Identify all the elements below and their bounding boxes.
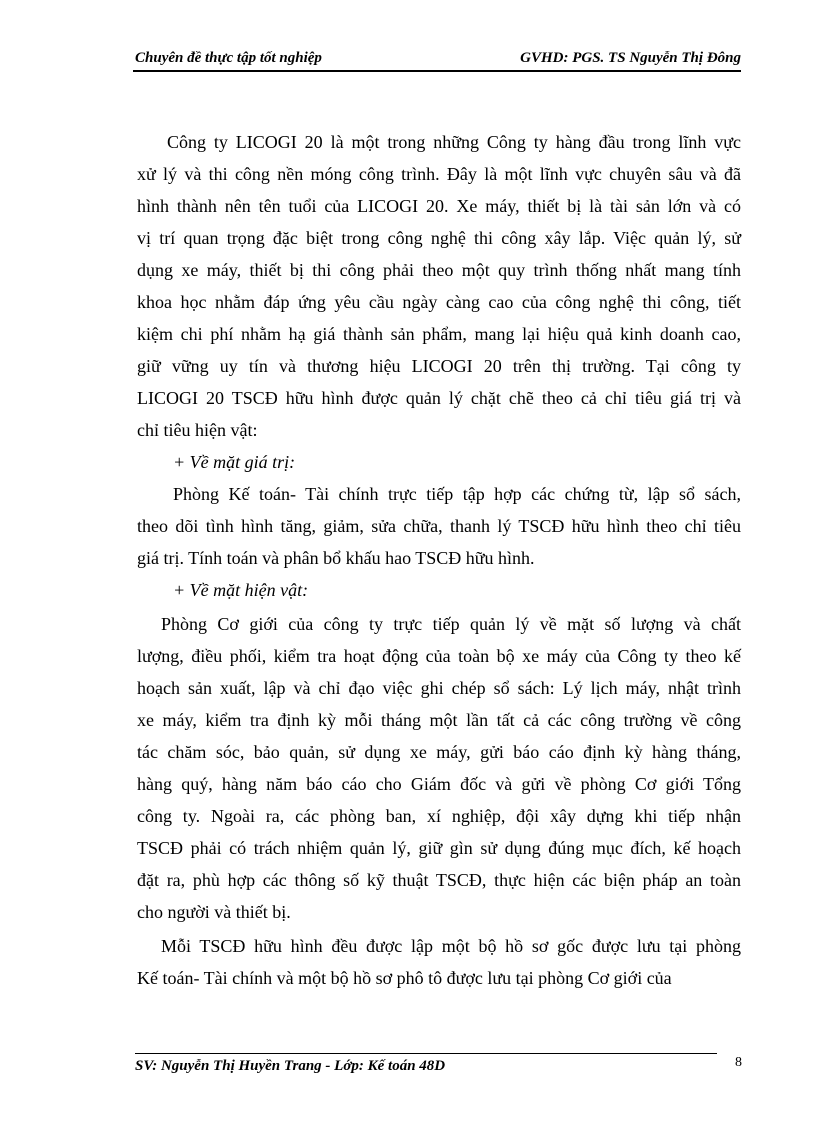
subheading-physical: + Về mặt hiện vật: xyxy=(173,580,309,600)
body-line: lượng, điều phối, kiểm tra hoạt động của toàn bộ xe máy của Công ty theo kế xyxy=(137,646,741,666)
header-rule xyxy=(133,70,741,72)
body-line: hàng quý, hàng năm báo cáo cho Giám đốc và gửi về phòng Cơ giới Tổng xyxy=(137,774,741,794)
body-line: TSCĐ phải có trách nhiệm quản lý, giữ gìn sử dụng đúng mục đích, kế hoạch xyxy=(137,838,741,858)
body-line: vị trí quan trọng đặc biệt trong công nghệ thi công xây lắp. Việc quản lý, sử xyxy=(137,228,741,248)
body-line: tác chăm sóc, bảo quản, sử dụng xe máy, gửi báo cáo định kỳ hàng tháng, xyxy=(137,742,741,762)
body-line: Kế toán- Tài chính và một bộ hồ sơ phô tô được lưu tại phòng Cơ giới của xyxy=(137,968,672,988)
subheading-value: + Về mặt giá trị: xyxy=(173,452,296,472)
body-line: dụng xe máy, thiết bị thi công phải theo một quy trình thống nhất mang tính xyxy=(137,260,741,280)
page-number: 8 xyxy=(735,1055,742,1070)
header-title: Chuyên đề thực tập tốt nghiệp xyxy=(135,50,322,66)
body-line: Mỗi TSCĐ hữu hình đều được lập một bộ hồ sơ gốc được lưu tại phòng xyxy=(161,936,741,956)
body-line: Phòng Kế toán- Tài chính trực tiếp tập hợp các chứng từ, lập sổ sách, xyxy=(173,484,741,504)
body-line: khoa học nhằm đáp ứng yêu cầu ngày càng cao của công nghệ thi công, tiết xyxy=(137,292,741,312)
body-line: giữ vững uy tín và thương hiệu LICOGI 20 trên thị trường. Tại công ty xyxy=(137,356,741,376)
footer-rule xyxy=(135,1053,717,1054)
body-line: Phòng Cơ giới của công ty trực tiếp quản lý về mặt số lượng và chất xyxy=(161,614,741,634)
header-advisor: GVHD: PGS. TS Nguyễn Thị Đông xyxy=(520,50,741,66)
body-line: LICOGI 20 TSCĐ hữu hình được quản lý chặt chẽ theo cả chỉ tiêu giá trị và xyxy=(137,388,741,408)
body-line: Công ty LICOGI 20 là một trong những Công ty hàng đầu trong lĩnh vực xyxy=(167,132,741,152)
body-line: đặt ra, phù hợp các thông số kỹ thuật TSCĐ, thực hiện các biện pháp an toàn xyxy=(137,870,741,890)
body-line: chỉ tiêu hiện vật: xyxy=(137,420,258,440)
body-line: xe máy, kiểm tra định kỳ mỗi tháng một lần tất cả các công trường về công xyxy=(137,710,741,730)
body-line: kiệm chi phí nhằm hạ giá thành sản phẩm, mang lại hiệu quả kinh doanh cao, xyxy=(137,324,741,344)
body-line: hình thành nên tên tuổi của LICOGI 20. Xe máy, thiết bị là tài sản lớn và có xyxy=(137,196,741,216)
page-header xyxy=(133,48,741,70)
body-line: giá trị. Tính toán và phân bổ khấu hao TSCĐ hữu hình. xyxy=(137,548,535,568)
footer-student: SV: Nguyễn Thị Huyền Trang - Lớp: Kế toán 48D xyxy=(135,1058,446,1074)
body-line: cho người và thiết bị. xyxy=(137,902,291,922)
body-line: công ty. Ngoài ra, các phòng ban, xí nghiệp, đội xây dựng khi tiếp nhận xyxy=(137,806,741,826)
body-line: theo dõi tình hình tăng, giảm, sửa chữa, thanh lý TSCĐ hữu hình theo chỉ tiêu xyxy=(137,516,741,536)
body-line: hoạch sản xuất, lập và chỉ đạo việc ghi chép sổ sách: Lý lịch máy, nhật trình xyxy=(137,678,741,698)
body-line: xử lý và thi công nền móng công trình. Đây là một lĩnh vực chuyên sâu và đã xyxy=(137,164,741,184)
